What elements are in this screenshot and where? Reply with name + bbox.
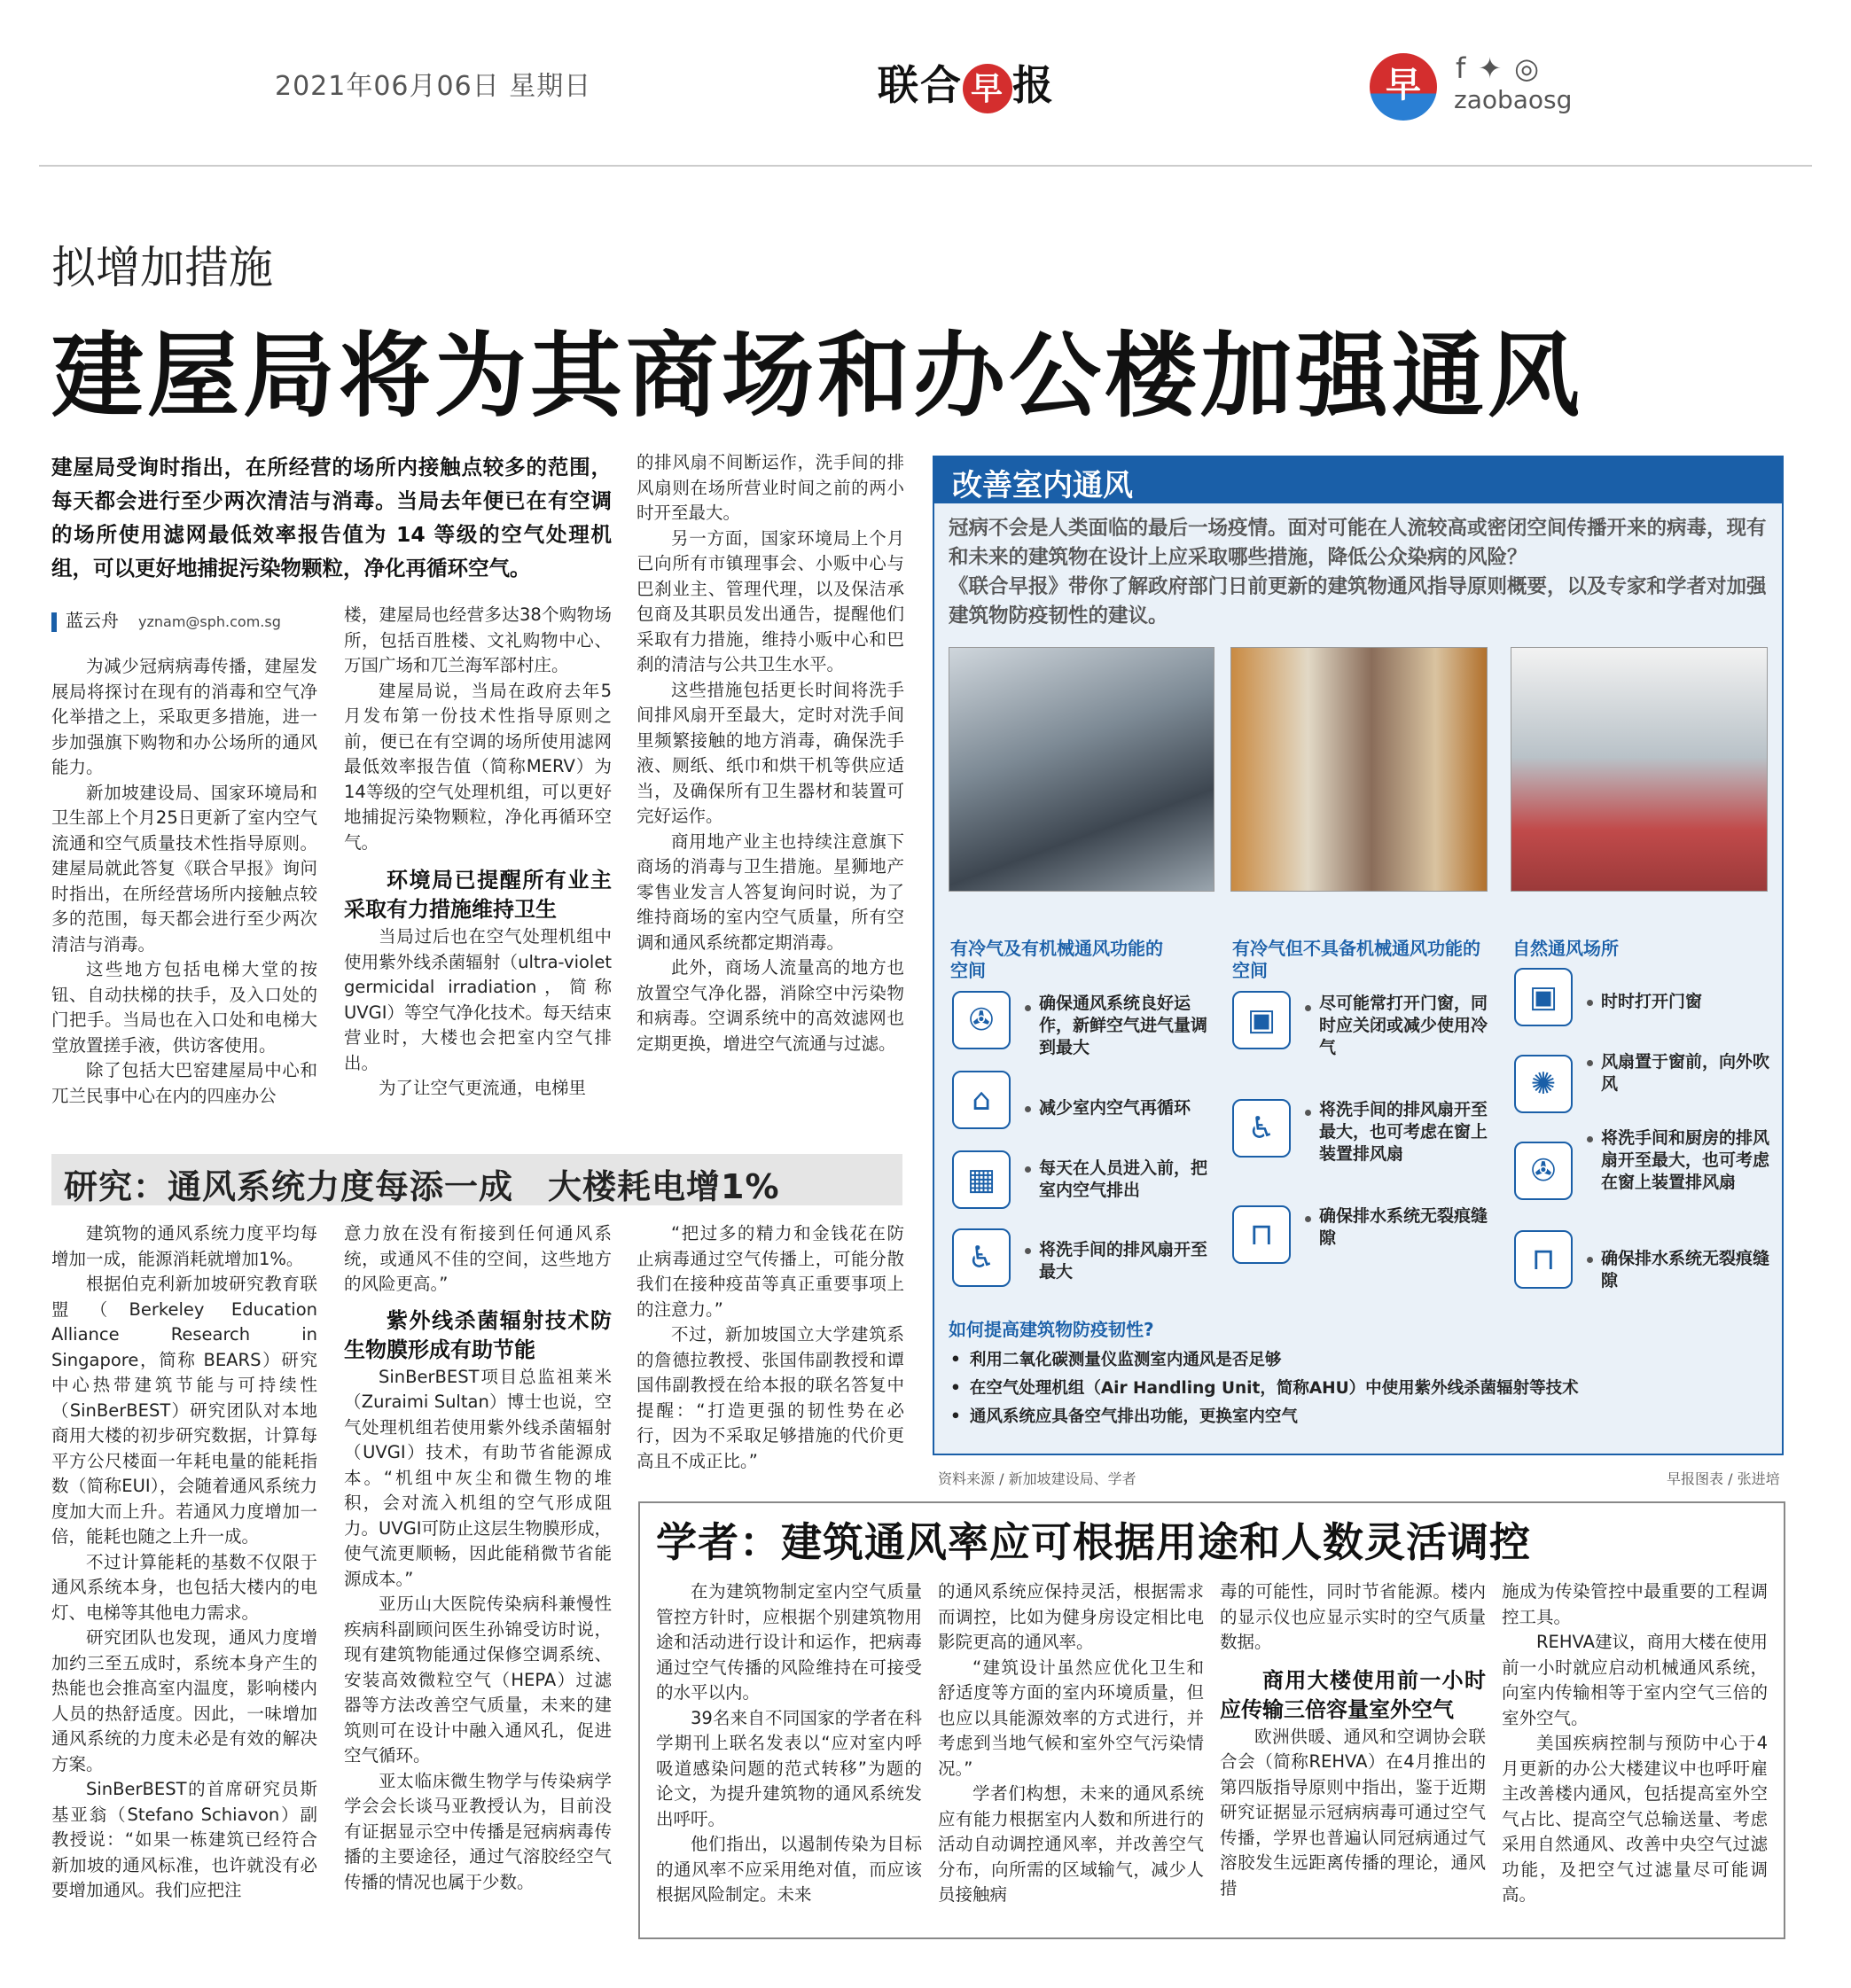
guideline-item: 减少室内空气再循环 [1039,1098,1191,1118]
paragraph: 美国疾病控制与预防中心于4月更新的办公大楼建议中也呼吁雇主改善楼内通风，包括提高室外空气占比、提高空气总输送量、考虑采用自然通风、改善中央空气过滤功能，及把空气过滤量尽可能调高。 [1502,1733,1768,1905]
paragraph: 商用地产业主也持续注意旗下商场的消毒与卫生措施。星狮地产零售业发言人答复询问时说，为了维持商场的室内空气质量，所有空调和通风系统都定期消毒。 [637,830,904,953]
masthead-logo[interactable]: 联合 早 报 [878,53,1055,113]
bullet-dot [1025,1248,1031,1254]
paragraph: 根据伯克利新加坡研究教育联盟（Berkeley Education Alliance Research in Singapore，简称 BEARS）研究中心热带建筑节能与可持续性（SinBerBEST）研究团队对本地商用大楼的初步研究数据，计算每平方公尺楼面一年耗电量的能耗指数（简称EUI），会随着通风系统力度加大而上升。若通风力度增加一倍，能耗也随之上升一成。 [51,1274,317,1547]
facebook-icon[interactable]: f [1456,51,1479,85]
resilience-item: • 在空气处理机组（Air Handling Unit，简称AHU）中使用紫外线杀菌辐射等技术 [950,1376,1579,1399]
paragraph: 建屋局说，当局在政府去年5月发布第一份技术性指导原则之前，便已在有空调的场所使用滤网最低效率报告值（简称MERV）为14等级的空气处理机组，可以更好地捕捉污染物颗粒，净化再循环空气。 [344,680,612,853]
stand-fan-icon: ✺ [1514,1055,1573,1113]
study-section-title: 研究：通风系统力度每添一成 大楼耗电增1% [64,1167,780,1206]
study-column-2 [344,1221,612,1895]
fan-icon: ✇ [1514,1142,1573,1200]
paragraph: 施成为传染管控中最重要的工程调控工具。 [1502,1581,1768,1627]
social-icons[interactable] [1456,51,1551,85]
bullet-dot [1305,1110,1311,1116]
paragraph: 此外，商场人流量高的地方也放置空气净化器，消除空中污染物和病毒。空调系统中的高效滤网也定期更换，增进空气流通与过滤。 [637,957,904,1054]
resilience-item: • 利用二氧化碳测量仪监测室内通风是否足够 [950,1347,1281,1370]
infographic-col2-heading: 有冷气但不具备机械通风功能的空间 [1232,938,1480,981]
guideline-item: 将洗手间和厨房的排风扇开至最大，也可考虑在窗上装置排风扇 [1601,1128,1770,1192]
bullet-dot [1305,1216,1311,1222]
paragraph: SinBerBEST项目总监祖莱米（Zuraimi Sultan）博士也说，空气处理机组若使用紫外线杀菌辐射（UVGI）技术，有助节省能源成本。“机组中灰尘和微生物的堆积，会对流入机组的空气形成阻力。UVGI可防止这层生物膜形成，使气流更顺畅，因此能稍微节省能源成本。” [344,1366,612,1589]
pipe-icon: ⊓ [1232,1205,1291,1264]
paragraph: 除了包括大巴窑建屋局中心和兀兰民事中心在内的四座办公 [51,1060,317,1106]
paragraph: “建筑设计虽然应优化卫生和舒适度等方面的室内环境质量，但也应以具能源效率的方式进行，并考虑到当地气候和室外空气污染情况。” [938,1657,1204,1779]
author-name: 蓝云舟 [66,610,119,631]
study-column-1 [51,1221,317,1904]
twitter-icon[interactable]: ✦ [1478,51,1515,85]
intro-paragraph: 冠病不会是人类面临的最后一场疫情。面对可能在人流较高或密闭空间传播开来的病毒，现有和未来的建筑物在设计上应采取哪些措施，降低公众染病的风险？ [949,517,1767,569]
infographic-col3-heading: 自然通风场所 [1512,938,1619,959]
guideline-item: 确保通风系统良好运作，新鲜空气进气量调到最大 [1039,994,1208,1057]
paragraph: 亚历山大医院传染病科兼慢性疾病科副顾问医生孙锦受访时说，现有建筑物能通过保修空调系统、安装高效微粒空气（HEPA）过滤器等方法改善空气质量，未来的建筑则可在设计中融入通风孔，促进空气循环。 [344,1594,612,1766]
house-icon: ⌂ [952,1071,1011,1129]
article-column-2 [344,603,612,1102]
guideline-item: 将洗手间的排风扇开至最大，也可考虑在窗上装置排风扇 [1319,1100,1488,1164]
study-subhead: 紫外线杀菌辐射技术防生物膜形成有助节能 [344,1307,612,1362]
scholar-column-1 [656,1579,922,1908]
scholar-column-4 [1502,1579,1768,1908]
paragraph: 的通风系统应保持灵活，根据需求而调控，比如为健身房设定相比电影院更高的通风率。 [938,1581,1204,1652]
bullet-dot [1587,1257,1593,1263]
byline [51,606,281,632]
social-handle: zaobaosg [1454,85,1573,114]
paragraph: 建筑物的通风系统力度平均每增加一成，能源消耗就增加1%。 [51,1223,317,1269]
guideline-item: 确保排水系统无裂痕缝隙 [1601,1249,1770,1290]
guideline-item: 时时打开门窗 [1601,992,1703,1011]
bullet-dot [1587,1000,1593,1006]
zaobao-badge-icon[interactable]: 早 [1370,53,1437,121]
scholar-column-2 [938,1579,1204,1908]
hawker-centre-photo [1511,647,1768,892]
instagram-icon[interactable]: ◎ [1514,51,1551,85]
mall-escalator-photo [949,647,1214,892]
resilience-heading: 如何提高建筑物防疫韧性? [949,1319,1154,1340]
paragraph: 在为建筑物制定室内空气质量管控方针时，应根据个别建筑物用途和活动进行设计和运作，把病毒通过空气传播的风险维持在可接受的水平以内。 [656,1581,922,1703]
pipe-icon: ⊓ [1514,1230,1573,1289]
paragraph: REHVA建议，商用大楼在使用前一小时就应启动机械通风系统，向室内传输相等于室内空气三倍的室外空气。 [1502,1632,1768,1728]
study-column-3 [637,1221,904,1474]
logo-zao-mark: 早 [963,64,1012,113]
paragraph: 研究团队也发现，通风力度增加约三至五成时，系统本身产生的热能也会推高室内温度，影响楼内人员的热舒适度。因此，一味增加通风系统的力度未必是有效的解决方案。 [51,1627,317,1774]
paragraph: 39名来自不同国家的学者在科学期刊上联名发表以“应对室内呼吸道感染问题的范式转移”为题的论文，为提升建筑物的通风系统发出呼吁。 [656,1707,922,1829]
article-kicker: 拟增加措施 [51,242,273,293]
window-icon: ▣ [1514,968,1573,1026]
infographic-source: 资料来源 / 新加坡建设局、学者 [938,1470,1136,1487]
paragraph: 欧洲供暖、通风和空调协会联合会（简称REHVA）在4月推出的第四版指导原则中指出，鉴于近期研究证据显示冠病病毒可通过空气传播，学界也普遍认同冠病通过气溶胶发生远距离传播的理论，通风措 [1220,1726,1486,1898]
paragraph: 这些地方包括电梯大堂的按钮、自动扶梯的扶手，及入口处的门把手。当局也在入口处和电梯大堂放置搓手液，供访客使用。 [51,959,317,1056]
article-column-3 [637,450,904,1056]
infographic-credit: 早报图表 / 张进培 [1667,1470,1780,1487]
infographic-col1-heading: 有冷气及有机械通风功能的空间 [950,938,1163,981]
paragraph: SinBerBEST的首席研究员斯基亚翁（Stefano Schiavon）副教授说：“如果一栋建筑已经符合新加坡的通风标准，也许就没有必要增加通风。我们应把注 [51,1779,317,1900]
paragraph: 为减少冠病病毒传播，建屋发展局将探讨在现有的消毒和空气净化举措之上，采取更多措施，进一步加强旗下购物和办公场所的通风能力。 [51,656,317,777]
article-lead: 建屋局受询时指出，在所经营的场所内接触点较多的范围，每天都会进行至少两次清洁与消毒。当局去年便已在有空调的场所使用滤网最低效率报告值为 14 等级的空气处理机组，可以更好地捕捉污染物颗粒，净化再循环空气。 [51,455,612,581]
bullet-dot [1025,1106,1031,1112]
article-column-1 [51,654,317,1109]
guideline-item: 确保排水系统无裂痕缝隙 [1319,1206,1488,1248]
supermarket-aisle-photo [1230,647,1488,892]
bullet-dot [1587,1136,1593,1142]
paragraph: 不过计算能耗的基数不仅限于通风系统本身，也包括大楼内的电灯、电梯等其他电力需求。 [51,1551,317,1623]
article-subhead: 环境局已提醒所有业主采取有力措施维持卫生 [344,868,612,922]
bullet-dot [1305,1005,1311,1011]
scholar-subhead: 商用大楼使用前一小时应传输三倍容量室外空气 [1220,1667,1486,1722]
fan-icon: ✇ [952,991,1011,1049]
toilet-icon: ♿ [952,1228,1011,1287]
scholar-section-title: 学者：建筑通风率应可根据用途和人数灵活调控 [656,1518,1531,1566]
window-icon: ▣ [1232,991,1291,1049]
paragraph: 亚太临床微生物学与传染病学学会会长谈马亚教授认为，目前没有证据显示空中传播是冠病病毒传播的主要途径，通过气溶胶经空气传播的情况也属于少数。 [344,1770,612,1892]
paragraph: 楼，建屋局也经营多达38个购物场所，包括百胜楼、文礼购物中心、万国广场和兀兰海军部村庄。 [344,604,612,675]
paragraph: 意力放在没有衔接到任何通风系统，或通风不佳的空间，这些地方的风险更高。” [344,1223,612,1294]
issue-date: 2021年06月06日 星期日 [275,71,592,102]
bullet-dot [1025,1005,1031,1011]
paragraph: 新加坡建设局、国家环境局和卫生部上个月25日更新了室内空气流通和空气质量技术性指导原则。建屋局就此答复《联合早报》询问时指出，在所经营场所内接触点较多的范围，每天都会进行至少两次清洁与消毒。 [51,782,317,955]
toilet-icon: ♿ [1232,1099,1291,1158]
guideline-item: 每天在人员进入前，把室内空气排出 [1039,1158,1208,1200]
paragraph: 为了让空气更流通，电梯里 [379,1078,587,1098]
paragraph: 另一方面，国家环境局上个月已向所有市镇理事会、小贩中心与巴刹业主、管理代理，以及保洁承包商及其职员发出通告，提醒他们采取有力措施，维持小贩中心和巴刹的清洁与公共卫生水平。 [637,527,904,674]
header-divider [39,165,1812,167]
guideline-item: 将洗手间的排风扇开至最大 [1039,1240,1208,1282]
infographic-intro [949,514,1773,631]
paragraph: 他们指出，以遏制传染为目标的通风率不应采用绝对值，而应该根据风险制定。未来 [656,1834,922,1905]
resilience-item: • 通风系统应具备空气排出功能，更换室内空气 [950,1404,1298,1427]
paragraph: 学者们构想，未来的通风系统应有能力根据室内人数和所进行的活动自动调控通风率，并改善空气分布，向所需的区域输气，减少人员接触病 [938,1783,1204,1905]
intro-paragraph: 《联合早报》带你了解政府部门日前更新的建筑物通风指导原则概要，以及专家和学者对加强建筑物防疫韧性的建议。 [949,575,1767,628]
infographic-title: 改善室内通风 [952,468,1133,503]
paragraph: 当局过后也在空气处理机组中使用紫外线杀菌辐射（ultra-violet germicidal irradiation，简称UVGI）等空气净化技术。每天结束营业时，大楼也会把室内空气排出。 [344,926,612,1073]
bullet-dot [1025,1166,1031,1173]
guideline-item: 尽可能常打开门窗，同时应关闭或减少使用冷气 [1319,994,1488,1057]
byline-marker [51,612,57,632]
author-email[interactable]: yznam@sph.com.sg [138,613,281,630]
paragraph: 毒的可能性，同时节省能源。楼内的显示仪也应显示实时的空气质量数据。 [1220,1581,1486,1652]
paragraph: 不过，新加坡国立大学建筑系的詹德拉教授、张国伟副教授和谭国伟副教授在给本报的联名答复中提醒：“打造更强的韧性势在必行，因为不采取足够措施的代价更高且不成正比。” [637,1324,904,1471]
paragraph: 这些措施包括更长时间将洗手间排风扇开至最大，定时对洗手间里频繁接触的地方消毒，确保洗手液、厕纸、纸巾和烘干机等供应适当，及确保所有卫生器材和装置可完好运作。 [637,679,904,826]
paragraph: “把过多的精力和金钱花在防止病毒通过空气传播上，可能分散我们在接种疫苗等真正重要事项上的注意力。” [637,1223,904,1320]
bullet-dot [1587,1060,1593,1066]
guideline-item: 风扇置于窗前，向外吹风 [1601,1052,1770,1094]
scholar-column-3 [1220,1579,1486,1901]
paragraph: 的排风扇不间断运作，洗手间的排风扇则在场所营业时间之前的两小时开至最大。 [637,452,904,523]
article-headline: 建屋局将为其商场和办公楼加强通风 [51,322,1584,430]
building-icon: ▦ [952,1150,1011,1209]
